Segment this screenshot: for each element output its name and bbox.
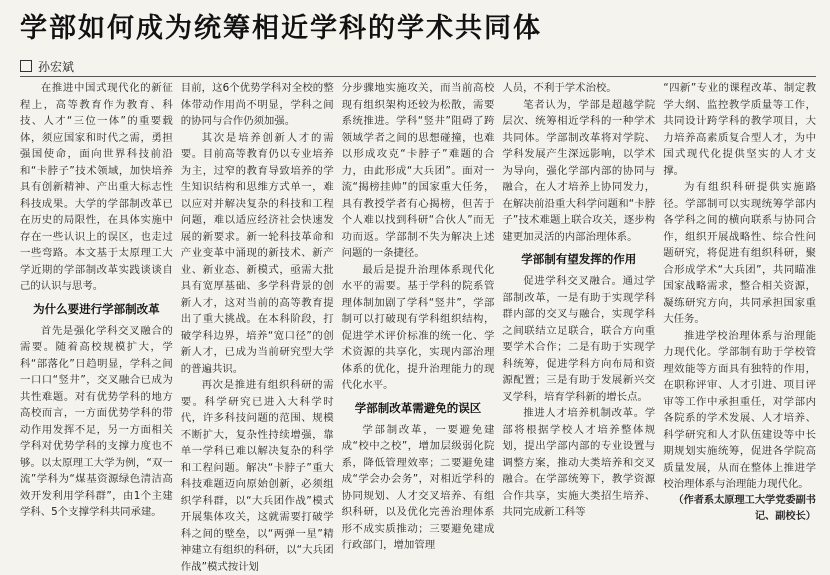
section-heading-3: 学部制有望发挥的作用 — [521, 252, 637, 266]
section-heading-2: 学部制改革需避免的误区 — [354, 400, 482, 415]
paragraph: “四新”专业的课程改革、制定教学大纲、监控教学质量等工作，共同设计跨学科的教学项目，大力培养高素质复合型人才，为中国式现代化提供坚实的人才支撑。 — [663, 82, 816, 177]
paragraph: 首先是强化学科交叉融合的需要。随着高校规模扩大，学科“部落化”日趋明显，学科之间一口口“竖井”，交叉融合已成为共性难题。对有优势学科的地方高校而言，一方面优势学科的带动作用发挥不足，另一方面相关学科对优势学科的支撑力度也不够。以太原理工大学为例，“双一流”学科为“煤基资源绿色清洁高效开发利用学科群”，由1个主建学科、5个支撑学科共同承建。 — [20, 324, 173, 518]
paragraph: 推进学校治理体系与治理能力现代化。学部制有助于学校管理效能等方面具有独特的作用，在职称评审、人才引进、项目评审等工作中承担重任，对学部内各院系的学术发展、人才培养、科学研究和人才队伍建设等中长期规划实施统筹，促进各学院高质量发展，从而在整体上推进学校治理体系与治理能力现代化。 — [663, 329, 816, 490]
article-title: 学部如何成为统筹相近学科的学术共同体 — [20, 13, 542, 44]
column-2 — [180, 80, 334, 573]
section-heading-1: 为什么要进行学部制改革 — [33, 301, 160, 316]
byline — [20, 58, 74, 75]
paragraph: 为有组织科研提供实施路径。学部制可以实现统筹学部内各学科之间的横向联系与协同合作，组织开展战略性、综合性问题研究，将促进有组织科研，聚合形成学术“大兵团”，共同瞄准国家战略需求，整合相关资源，凝练研究方向，共同承担国家重大任务。 — [663, 181, 816, 325]
column-3 — [341, 80, 495, 551]
paragraph: 笔者认为，学部是超越学院层次、统筹相近学科的一种学术共同体。学部制改革将对学院、学科发展产生深远影响，以学术为导向，强化学部内部的协同与融合，在人才培养上协同发力，在解决前沿重大科学问题和“卡脖子”技术难题上联合攻关，逐步构建更加灵活的内部治理体系。 — [502, 98, 656, 243]
paragraph: 分步骤地实施攻关，而当前高校现有组织架构还较为松散，需要系统推进。学科“竖井”阻碍了跨领域学者之间的思想碰撞，也难以形成攻克“卡脖子”难题的合力，由此形成“大兵团”。面对一流“揭榜挂帅”的国家重大任务，具有教授学者有心揭榜，但苦于个人难以找到科研“合伙人”而无功而返。学部制不失为解决上述问题的一条捷径。 — [341, 82, 495, 259]
paragraph: 在推进中国式现代化的新征程上，高等教育作为教育、科技、人才“三位一体”的重要载体，须应国家和时代之需，勇担强国使命，面向世界科技前沿和“卡脖子”技术领域，加快培养具有创新精神、产出重大标志性科技成果。大学的学部制改革已在历史的局限性，在具体实施中存在一些认识上的误区，也走过一些弯路。本文基于太原理工大学近期的学部制改革实践谈谈自己的认识与思考。 — [20, 82, 173, 292]
article-body — [20, 80, 816, 573]
column-1 — [20, 80, 173, 518]
column-5 — [663, 80, 816, 522]
title-divider — [20, 76, 816, 77]
paragraph: 目前，这6个优势学科对全校的整体带动作用尚不明显，学科之间的协同与合作仍须加强。 — [180, 82, 334, 127]
author-marker-icon — [20, 60, 32, 72]
author-signature: （作者系太原理工大学党委副书记、副校长） — [673, 494, 816, 522]
paragraph: 学部制改革，一要避免建成“校中之校”，增加层级弱化院系，降低管理效率；二要避免建成“学会办会务”，对相近学科的协同规划、人才交叉培养、有组织科研，以及优化完善治理体系形不成实质推动；三要避免建成行政部门，增加管理 — [341, 423, 495, 551]
paragraph: 推进人才培养机制改革。学部将根据学校人才培养整体规划，提出学部内部的专业设置与调整方案，推动大类培养和交叉融合。在学部统筹下，教学资源合作共享，实施大类招生培养、共同完成新工科等 — [502, 407, 656, 518]
paragraph: 再次是推进有组织科研的需要。科学研究已进入大科学时代，许多科技问题的范围、规模不断扩大，复杂性持续增强，靠单一学科已难以解决复杂的科学和工程问题。解决“卡脖子”重大科技难题迈向原始创新，必须组织学科群，以“大兵团作战”模式开展集体攻关，这就需要打破学科之间的壁垒，以“两弹一星”精神建立有组织的科研，以“大兵团作战”模式按计划 — [180, 379, 334, 573]
column-4 — [502, 80, 656, 518]
paragraph: 其次是培养创新人才的需要。目前高等教育仍以专业培养为主，过窄的教育导致培养的学生知识结构和思维方式单一，难以应对并解决复杂的科技和工程问题，难以适应经济社会快速发展的新要求。新一轮科技革命和产业变革中涌现的新技术、新产业、新业态、新模式，亟需大批具有宽厚基础、多学科背景的创新人才，这对当前的高等教育提出了重大挑战。在本科阶段，打破学科边界，培养“宽口径”的创新人才，已成为当前研究型大学的普遍共识。 — [180, 131, 334, 375]
paragraph: 最后是提升治理体系现代化水平的需要。基于学科的院系管理体制加剧了学科“竖井”，学部制可以打破现有学科组织结构，促进学术评价标准的统一化、学术资源的共享化，实现内部治理体系的优化，提升治理能力的现代化水平。 — [341, 263, 495, 391]
paragraph: 人员，不利于学术治校。 — [502, 82, 617, 94]
paragraph: 促进学科交叉融合。通过学部制改革，一是有助于实现学科群内部的交叉与融合，实现学科之间联结立足联合，联合方向重要学术合作；二是有助于实现学科统筹，促进学科方向布局和资源配置；三是有助于发展新兴交叉学科，培育学科新的增长点。 — [502, 275, 656, 403]
author-name: 孙宏斌 — [38, 60, 75, 74]
